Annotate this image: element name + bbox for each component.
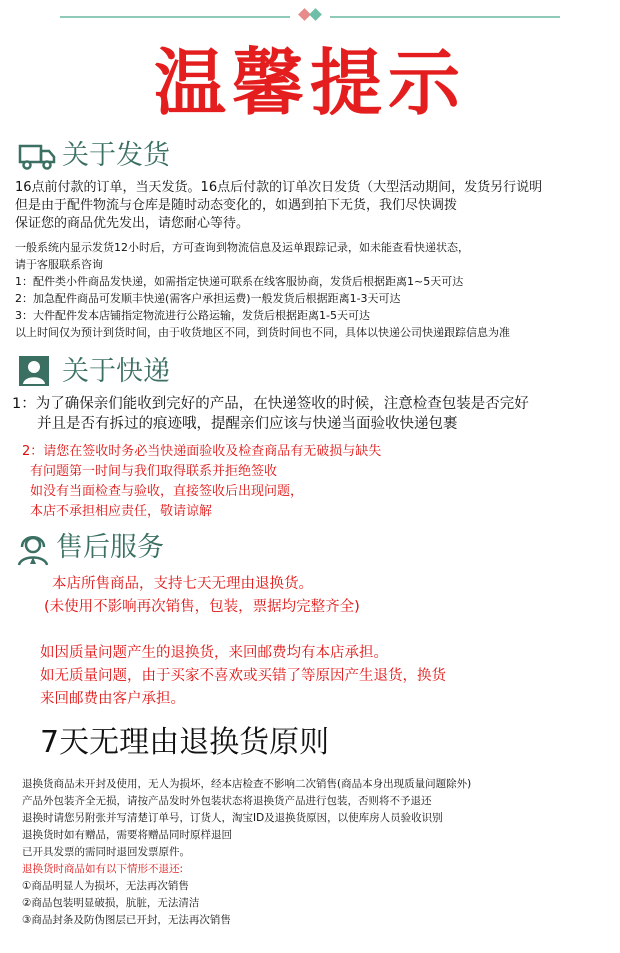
shipping-note-line: 3：大件配件发本店铺指定物流进行公路运输，发货后根据距离1-5天可达 (15, 309, 370, 322)
express-item2-line: 本店不承担相应责任，敬请谅解 (30, 504, 213, 519)
decor-diamond-teal (309, 8, 322, 21)
decor-line-right (330, 16, 560, 18)
shipping-note-line: 2：加急配件商品可发顺丰快递(需客户承担运费)一般发货后根据距离1-3天可达 (15, 292, 401, 305)
shipping-paragraph-line: 但是由于配件物流与仓库是随时动态变化的，如遇到拍下无货，我们尽快调拨 (15, 198, 458, 213)
after-sales-cost-line: 如因质量问题产生的退换货，来回邮费均有本店承担。 (40, 645, 388, 661)
truck-icon (18, 142, 56, 176)
service-agent-icon (14, 531, 52, 571)
shipping-note-line: 一般系统内显示发货12小时后，方可查询到物流信息及运单跟踪记录，如未能查看快递状态， (15, 241, 469, 254)
after-sales-cost-line: 来回邮费由客户承担。 (40, 691, 185, 707)
rules-line: 退换货时如有赠品，需要将赠品同时原样退回 (22, 829, 232, 841)
rules-line: 产品外包装齐全无损，请按产品发时外包装状态将退换货产品进行包装，否则将不予退还 (22, 795, 432, 807)
decor-line-left (60, 16, 290, 18)
express-item1-line: 1：为了确保亲们能收到完好的产品，在快递签收的时候，注意检查包装是否完好 (12, 396, 529, 412)
rules-exclusion-item: ①商品明显人为损坏，无法再次销售 (22, 880, 189, 892)
rules-line: 已开具发票的需同时退回发票原件。 (22, 846, 190, 858)
shipping-note-line: 请于客服联系咨询 (15, 258, 103, 271)
page-title: 温馨提示 (153, 41, 466, 125)
section-title-shipping: 关于发货 (62, 140, 170, 171)
shipping-paragraph-line: 16点前付款的订单，当天发货。16点后付款的订单次日发货（大型活动期间，发货另行说明 (15, 180, 543, 195)
shipping-note-line: 1：配件类小件商品发快递，如需指定快递可联系在线客服协商，发货后根据距离1~5天可达 (15, 275, 464, 288)
rules-exclusion-item: ③商品封条及防伪图层已开封，无法再次销售 (22, 914, 231, 926)
rules-line: 退换货商品未开封及使用，无人为损坏，经本店检查不影响二次销售(商品本身出现质量问题除外) (22, 778, 472, 790)
express-item2-line: 如没有当面检查与验收，直接签收后出现问题， (30, 484, 304, 499)
rules-title: 7天无理由退换货原则 (40, 725, 330, 760)
rules-exclusion-title: 退换货时商品如有以下情形不退还: (22, 863, 184, 875)
section-title-express: 关于快递 (62, 356, 170, 387)
express-item2-line: 有问题第一时间与我们取得联系并拒绝签收 (30, 464, 278, 479)
after-sales-policy-line: (未使用不影响再次销售，包装，票据均完整齐全) (44, 599, 360, 615)
person-icon (18, 355, 50, 391)
rules-line: 退换时请您另附张并写清楚订单号，订货人，淘宝ID及退换货原因，以使库房人员验收识别 (22, 812, 443, 824)
shipping-paragraph-line: 保证您的商品优先发出，请您耐心等待。 (15, 216, 250, 231)
express-item2-line: 2：请您在签收时务必当快递面验收及检查商品有无破损与缺失 (22, 444, 382, 459)
express-item1-line: 并且是否有拆过的痕迹哦，提醒亲们应该与快递当面验收快递包裹 (37, 416, 458, 432)
shipping-note-line: 以上时间仅为预计到货时间，由于收货地区不同，到货时间也不同，具体以快递公司快递跟踪信息为准 (15, 326, 510, 339)
after-sales-cost-line: 如无质量问题，由于买家不喜欢或买错了等原因产生退货，换货 (40, 668, 446, 684)
rules-exclusion-item: ②商品包装明显破损，肮脏，无法清洁 (22, 897, 200, 909)
section-title-after-sales: 售后服务 (56, 532, 164, 563)
after-sales-policy-line: 本店所售商品，支持七天无理由退换货。 (52, 576, 313, 592)
